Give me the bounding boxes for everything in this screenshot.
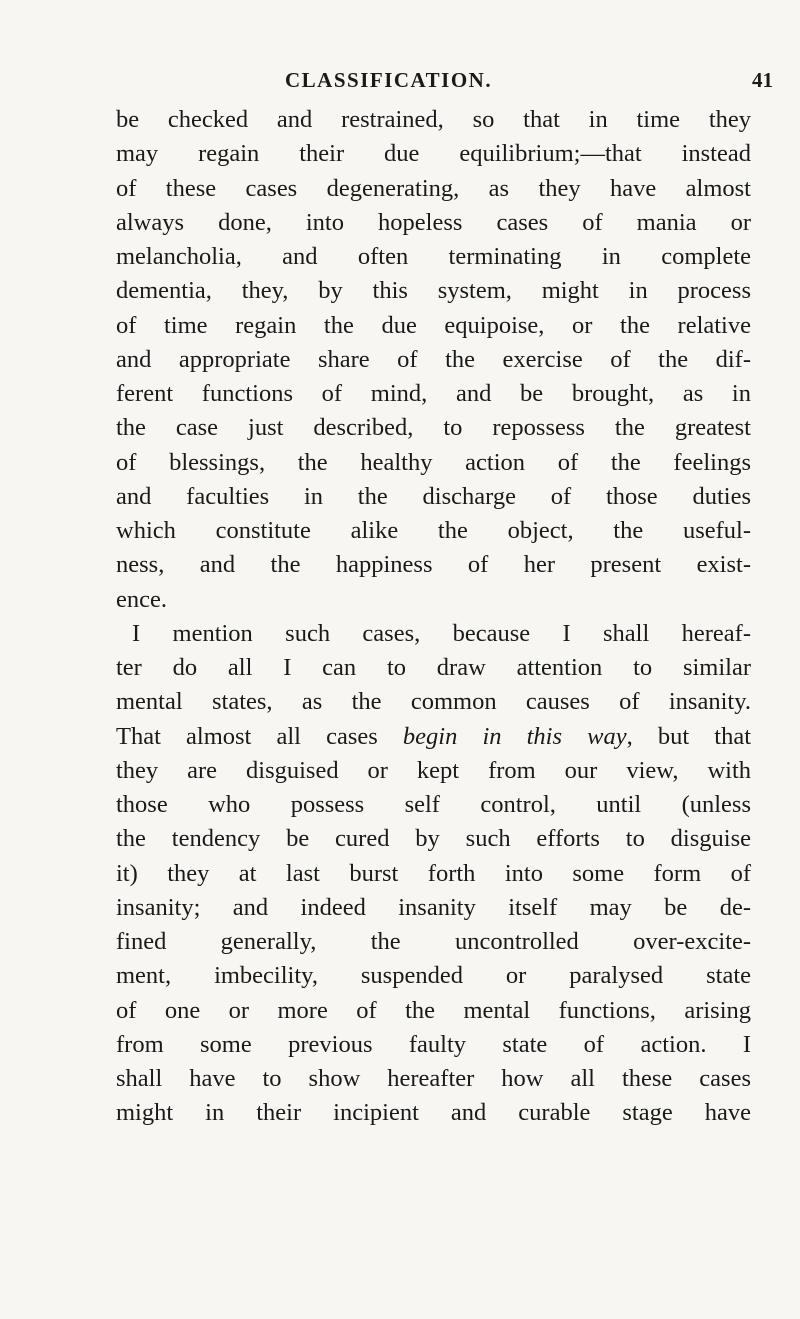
text-line: shall have to show hereafter how all these cases bbox=[116, 1065, 751, 1092]
text-line: the case just described, to repossess the greatest bbox=[116, 414, 751, 442]
text-line: and appropriate share of the exercise of the dif- bbox=[116, 345, 751, 373]
text-line: be checked and restrained, so that in time they bbox=[116, 106, 751, 133]
text-line: insanity; and indeed insanity itself may be de- bbox=[116, 893, 751, 921]
text-line: the tendency be cured by such efforts to disguise bbox=[116, 825, 751, 853]
text-line-with-italic bbox=[116, 720, 751, 754]
italic-emphasis: begin in this way bbox=[402, 722, 627, 750]
text-line: ment, imbecility, suspended or paralysed state bbox=[116, 962, 751, 990]
text-line: of time regain the due equipoise, or the relative bbox=[116, 311, 751, 339]
text-line: those who possess self control, until (unless bbox=[116, 791, 751, 818]
text-line: mental states, as the common causes of insanity. bbox=[116, 688, 751, 716]
text-line: of blessings, the healthy action of the feelings bbox=[116, 448, 751, 476]
text-line: which constitute alike the object, the useful- bbox=[116, 517, 751, 544]
text-line: it) they at last burst forth into some form of bbox=[116, 859, 751, 887]
text-line: may regain their due equilibrium;—that instead bbox=[116, 140, 751, 168]
text-line: and faculties in the discharge of those duties bbox=[116, 482, 751, 510]
paragraph-start-line: I mention such cases, because I shall hereaf- bbox=[132, 619, 751, 647]
text-line: ness, and the happiness of her present exist- bbox=[116, 551, 751, 579]
text-line: of one or more of the mental functions, arising bbox=[116, 996, 751, 1024]
text-segment: That almost all cases bbox=[116, 722, 403, 750]
running-head bbox=[0, 68, 800, 98]
text-line: ter do all I can to draw attention to similar bbox=[116, 654, 751, 681]
text-line: from some previous faulty state of action. I bbox=[116, 1030, 751, 1058]
text-line: they are disguised or kept from our view, with bbox=[116, 756, 751, 784]
text-segment: , but that bbox=[626, 722, 752, 750]
running-title: CLASSIFICATION. bbox=[285, 68, 493, 92]
paragraph-end-line: ence. bbox=[116, 585, 167, 613]
text-line: dementia, they, by this system, might in process bbox=[116, 277, 751, 305]
text-line: fined generally, the uncontrolled over-excite- bbox=[116, 928, 751, 955]
page-number: 41 bbox=[752, 68, 773, 92]
text-line: ferent functions of mind, and be brought, as in bbox=[116, 380, 751, 407]
text-line: melancholia, and often terminating in complete bbox=[116, 243, 751, 270]
text-line: might in their incipient and curable stage have bbox=[116, 1099, 751, 1127]
text-line: of these cases degenerating, as they have almost bbox=[116, 174, 751, 202]
text-line: always done, into hopeless cases of mania or bbox=[116, 208, 751, 236]
body-text bbox=[116, 103, 751, 1131]
